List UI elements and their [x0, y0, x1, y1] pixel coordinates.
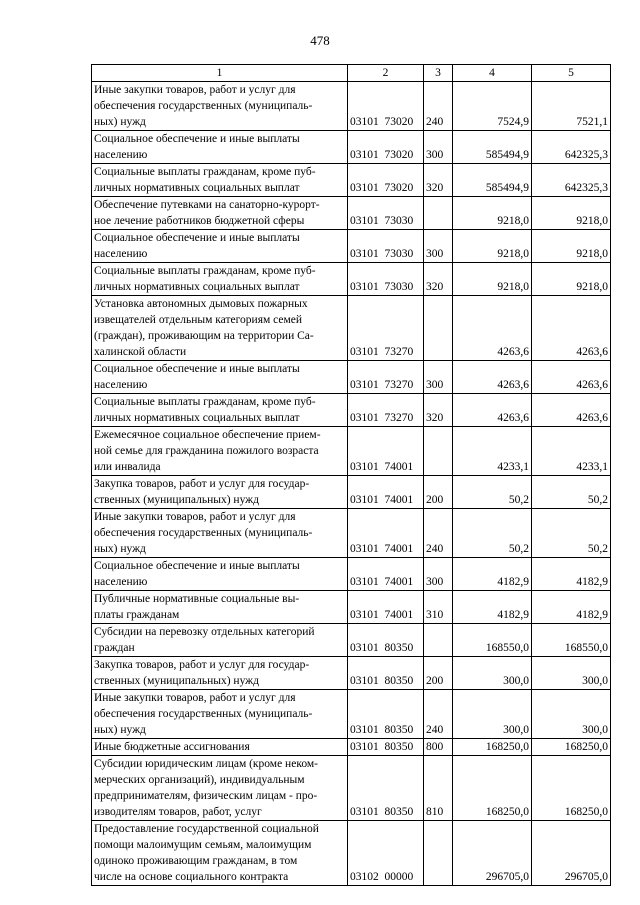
row-amount-year-2: 4233,1 — [532, 427, 611, 476]
row-target-code: 03101 80350 — [348, 739, 424, 756]
row-description: Социальное обеспечение и иные выплаты населению — [92, 230, 348, 263]
row-expense-type: 300 — [424, 230, 453, 263]
row-target-code: 03101 73020 — [348, 131, 424, 164]
row-amount-year-2: 4263,6 — [532, 296, 611, 361]
table-row — [92, 394, 611, 427]
table-row — [92, 263, 611, 296]
row-description: Установка автономных дымовых пожарных извещателей отдельным категориям семей (граждан), проживающим на территории Са- халинской области — [92, 296, 348, 361]
row-target-code: 03101 80350 — [348, 690, 424, 739]
table-row — [92, 509, 611, 558]
budget-table — [91, 64, 611, 886]
row-expense-type: 320 — [424, 394, 453, 427]
row-amount-year-1: 4182,9 — [453, 591, 532, 624]
row-target-code: 03101 80350 — [348, 756, 424, 821]
table-row — [92, 624, 611, 657]
row-expense-type — [424, 624, 453, 657]
row-description: Социальные выплаты гражданам, кроме пуб- личных нормативных социальных выплат — [92, 394, 348, 427]
table-row — [92, 756, 611, 821]
table-row — [92, 558, 611, 591]
row-amount-year-1: 300,0 — [453, 690, 532, 739]
row-amount-year-2: 4263,6 — [532, 361, 611, 394]
row-amount-year-1: 4263,6 — [453, 394, 532, 427]
row-expense-type: 810 — [424, 756, 453, 821]
table-row — [92, 82, 611, 131]
row-expense-type: 300 — [424, 361, 453, 394]
row-amount-year-2: 300,0 — [532, 657, 611, 690]
row-amount-year-1: 585494,9 — [453, 164, 532, 197]
row-amount-year-2: 168250,0 — [532, 739, 611, 756]
row-amount-year-2: 7521,1 — [532, 82, 611, 131]
row-target-code: 03101 73270 — [348, 394, 424, 427]
row-amount-year-2: 642325,3 — [532, 131, 611, 164]
row-amount-year-2: 296705,0 — [532, 821, 611, 886]
row-amount-year-2: 50,2 — [532, 476, 611, 509]
row-expense-type: 320 — [424, 263, 453, 296]
row-expense-type: 300 — [424, 131, 453, 164]
row-target-code: 03101 74001 — [348, 427, 424, 476]
table-row — [92, 164, 611, 197]
row-expense-type: 240 — [424, 82, 453, 131]
row-target-code: 03101 73270 — [348, 361, 424, 394]
row-description: Иные закупки товаров, работ и услуг для обеспечения государственных (муниципаль- ных) нужд — [92, 690, 348, 739]
row-expense-type: 200 — [424, 657, 453, 690]
row-amount-year-1: 4182,9 — [453, 558, 532, 591]
table-row — [92, 739, 611, 756]
row-expense-type: 320 — [424, 164, 453, 197]
header-cell-4: 4 — [453, 65, 532, 82]
table-row — [92, 361, 611, 394]
row-target-code: 03101 73030 — [348, 230, 424, 263]
row-amount-year-2: 9218,0 — [532, 230, 611, 263]
row-target-code: 03101 80350 — [348, 624, 424, 657]
row-expense-type — [424, 296, 453, 361]
page-number: 478 — [310, 33, 330, 48]
row-amount-year-1: 9218,0 — [453, 230, 532, 263]
row-target-code: 03101 74001 — [348, 558, 424, 591]
header-cell-2: 2 — [348, 65, 424, 82]
row-target-code: 03101 73020 — [348, 82, 424, 131]
table-row — [92, 197, 611, 230]
row-target-code: 03101 74001 — [348, 509, 424, 558]
row-amount-year-1: 50,2 — [453, 509, 532, 558]
row-amount-year-1: 296705,0 — [453, 821, 532, 886]
row-expense-type: 300 — [424, 558, 453, 591]
row-description: Субсидии юридическим лицам (кроме неком- мерческих организаций), индивидуальным предпринимателям, физическим лицам - про- изводителям товаров, работ, услуг — [92, 756, 348, 821]
row-target-code: 03101 73020 — [348, 164, 424, 197]
row-amount-year-1: 7524,9 — [453, 82, 532, 131]
row-amount-year-2: 9218,0 — [532, 263, 611, 296]
header-cell-1: 1 — [92, 65, 348, 82]
row-target-code: 03101 73030 — [348, 197, 424, 230]
row-target-code: 03101 73030 — [348, 263, 424, 296]
table-header-row — [92, 65, 611, 82]
row-expense-type: 200 — [424, 476, 453, 509]
header-cell-5: 5 — [532, 65, 611, 82]
row-expense-type: 240 — [424, 690, 453, 739]
row-target-code: 03101 74001 — [348, 591, 424, 624]
row-description: Ежемесячное социальное обеспечение прием- ной семье для гражданина пожилого возраста или инвалида — [92, 427, 348, 476]
row-expense-type: 240 — [424, 509, 453, 558]
table-row — [92, 230, 611, 263]
table-row — [92, 476, 611, 509]
table-row — [92, 591, 611, 624]
row-description: Социальное обеспечение и иные выплаты населению — [92, 361, 348, 394]
row-amount-year-1: 168250,0 — [453, 739, 532, 756]
row-amount-year-1: 300,0 — [453, 657, 532, 690]
header-cell-3: 3 — [424, 65, 453, 82]
row-target-code: 03101 73270 — [348, 296, 424, 361]
row-amount-year-1: 9218,0 — [453, 197, 532, 230]
table-row — [92, 657, 611, 690]
row-target-code: 03101 80350 — [348, 657, 424, 690]
table-row — [92, 821, 611, 886]
row-target-code: 03102 00000 — [348, 821, 424, 886]
row-description: Закупка товаров, работ и услуг для государ- ственных (муниципальных) нужд — [92, 657, 348, 690]
row-amount-year-2: 50,2 — [532, 509, 611, 558]
row-description: Иные бюджетные ассигнования — [92, 739, 348, 756]
row-description: Обеспечение путевками на санаторно-курорт- ное лечение работников бюджетной сферы — [92, 197, 348, 230]
row-description: Закупка товаров, работ и услуг для государ- ственных (муниципальных) нужд — [92, 476, 348, 509]
row-expense-type — [424, 821, 453, 886]
row-amount-year-1: 50,2 — [453, 476, 532, 509]
row-description: Иные закупки товаров, работ и услуг для обеспечения государственных (муниципаль- ных) нужд — [92, 509, 348, 558]
row-amount-year-2: 9218,0 — [532, 197, 611, 230]
row-expense-type — [424, 197, 453, 230]
row-description: Иные закупки товаров, работ и услуг для обеспечения государственных (муниципаль- ных) нужд — [92, 82, 348, 131]
row-amount-year-2: 4182,9 — [532, 558, 611, 591]
row-description: Субсидии на перевозку отдельных категорий граждан — [92, 624, 348, 657]
row-amount-year-1: 585494,9 — [453, 131, 532, 164]
row-description: Предоставление государственной социальной помощи малоимущим семьям, малоимущим одиноко проживающим гражданам, в том числе на основе социального контракта — [92, 821, 348, 886]
table-row — [92, 427, 611, 476]
row-target-code: 03101 74001 — [348, 476, 424, 509]
row-amount-year-2: 300,0 — [532, 690, 611, 739]
row-description: Социальные выплаты гражданам, кроме пуб- личных нормативных социальных выплат — [92, 164, 348, 197]
table-body — [92, 65, 611, 886]
row-amount-year-1: 168550,0 — [453, 624, 532, 657]
row-amount-year-2: 4263,6 — [532, 394, 611, 427]
row-expense-type: 310 — [424, 591, 453, 624]
row-amount-year-1: 9218,0 — [453, 263, 532, 296]
row-amount-year-2: 168550,0 — [532, 624, 611, 657]
table-row — [92, 690, 611, 739]
row-amount-year-2: 4182,9 — [532, 591, 611, 624]
row-amount-year-2: 642325,3 — [532, 164, 611, 197]
table-row — [92, 296, 611, 361]
row-amount-year-1: 4233,1 — [453, 427, 532, 476]
row-expense-type: 800 — [424, 739, 453, 756]
row-amount-year-1: 4263,6 — [453, 361, 532, 394]
row-description: Социальное обеспечение и иные выплаты населению — [92, 558, 348, 591]
row-description: Социальное обеспечение и иные выплаты населению — [92, 131, 348, 164]
row-description: Социальные выплаты гражданам, кроме пуб- личных нормативных социальных выплат — [92, 263, 348, 296]
row-amount-year-2: 168250,0 — [532, 756, 611, 821]
row-amount-year-1: 4263,6 — [453, 296, 532, 361]
row-description: Публичные нормативные социальные вы- платы гражданам — [92, 591, 348, 624]
row-amount-year-1: 168250,0 — [453, 756, 532, 821]
row-expense-type — [424, 427, 453, 476]
table-row — [92, 131, 611, 164]
